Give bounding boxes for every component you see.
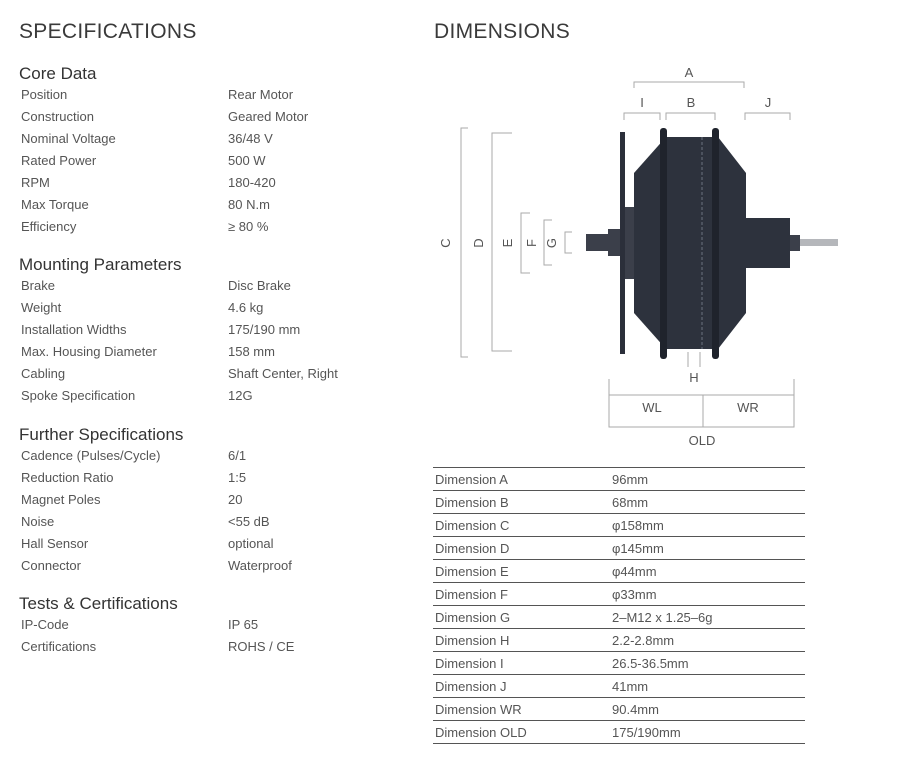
spec-value: 180-420 <box>228 175 276 190</box>
spec-label: IP-Code <box>21 617 69 632</box>
table-row <box>433 468 805 491</box>
dimension-a-bracket <box>634 82 744 88</box>
spec-value: 4.6 kg <box>228 300 264 315</box>
spec-row <box>21 153 401 175</box>
dimension-b-bracket <box>666 113 715 120</box>
label-wl: WL <box>642 400 662 415</box>
spec-row <box>21 175 401 197</box>
spec-row <box>21 109 401 131</box>
dimension-value: 2.2-2.8mm <box>610 629 805 652</box>
dimension-value: 26.5-36.5mm <box>610 652 805 675</box>
dimension-value: φ33mm <box>610 583 805 606</box>
table-row <box>433 583 805 606</box>
dimension-value: φ158mm <box>610 514 805 537</box>
spec-row <box>21 639 401 661</box>
spec-value: 1:5 <box>228 470 247 485</box>
table-row <box>433 606 805 629</box>
specifications-heading: SPECIFICATIONS <box>19 20 197 43</box>
dimension-value: φ44mm <box>610 560 805 583</box>
dimension-label: Dimension C <box>433 514 610 537</box>
spec-row <box>21 448 401 470</box>
spec-label: Cabling <box>21 366 66 381</box>
spec-label: Max. Housing Diameter <box>21 344 157 359</box>
spec-label: Efficiency <box>21 219 77 234</box>
spec-row <box>21 278 401 300</box>
spec-value: Waterproof <box>228 558 292 573</box>
table-row <box>433 491 805 514</box>
spec-row <box>21 131 401 153</box>
spec-value: ≥ 80 % <box>228 219 269 234</box>
spec-label: Magnet Poles <box>21 492 101 507</box>
dimension-value: 2–M12 x 1.25–6g <box>610 606 805 629</box>
spec-row <box>21 388 401 410</box>
label-h: H <box>689 370 699 385</box>
dimensions-table <box>433 467 805 744</box>
label-wr: WR <box>737 400 759 415</box>
label-c: C <box>438 238 453 248</box>
dimension-label: Dimension H <box>433 629 610 652</box>
table-row <box>433 537 805 560</box>
spec-row <box>21 617 401 639</box>
table-row <box>433 721 805 744</box>
spec-value: 12G <box>228 388 253 403</box>
dimension-label: Dimension B <box>433 491 610 514</box>
spec-row <box>21 300 401 322</box>
dimension-label: Dimension F <box>433 583 610 606</box>
right-axle <box>800 239 838 246</box>
spec-row <box>21 514 401 536</box>
spec-value: Shaft Center, Right <box>228 366 338 381</box>
dimension-i-bracket <box>624 113 660 120</box>
label-old: OLD <box>688 433 716 448</box>
dimension-label: Dimension I <box>433 652 610 675</box>
spec-label: Rated Power <box>21 153 97 168</box>
spec-label: Construction <box>21 109 94 124</box>
spec-label: Connector <box>21 558 81 573</box>
spec-row <box>21 197 401 219</box>
spec-value: Rear Motor <box>228 87 294 102</box>
spec-row <box>21 219 401 241</box>
dimension-value: 68mm <box>610 491 805 514</box>
spec-value: Geared Motor <box>228 109 309 124</box>
dimension-label: Dimension A <box>433 468 610 491</box>
spec-value: 20 <box>228 492 243 507</box>
disc-brake <box>620 132 625 354</box>
dimension-value: 41mm <box>610 675 805 698</box>
spec-value: 158 mm <box>228 344 275 359</box>
spec-value: ROHS / CE <box>228 639 295 654</box>
left-flange <box>660 128 667 359</box>
table-row <box>433 560 805 583</box>
spec-value: IP 65 <box>228 617 259 632</box>
dimension-h-marks <box>688 352 700 367</box>
spec-label: Brake <box>21 278 55 293</box>
dimension-value: 175/190mm <box>610 721 805 744</box>
label-j: J <box>764 95 772 110</box>
spec-value: optional <box>228 536 274 551</box>
dimension-value: 90.4mm <box>610 698 805 721</box>
dimension-old-box <box>609 379 794 427</box>
spec-value: 36/48 V <box>228 131 273 146</box>
right-flange <box>712 128 719 359</box>
spec-row <box>21 470 401 492</box>
right-bearing <box>746 218 790 268</box>
section-title-further-specifications: Further Specifications <box>19 425 184 444</box>
spec-label: Position <box>21 87 68 102</box>
table-row <box>433 629 805 652</box>
spec-value: 500 W <box>228 153 266 168</box>
dimension-g-bracket <box>565 232 572 253</box>
spec-value: <55 dB <box>228 514 270 529</box>
table-row <box>433 698 805 721</box>
dimension-label: Dimension OLD <box>433 721 610 744</box>
motor-housing <box>634 137 746 349</box>
section-title-mounting-parameters: Mounting Parameters <box>19 255 182 274</box>
table-row <box>433 514 805 537</box>
spec-label: Hall Sensor <box>21 536 89 551</box>
right-nut <box>790 235 800 251</box>
dimension-j-bracket <box>745 113 790 120</box>
table-row <box>433 675 805 698</box>
label-b: B <box>686 95 696 110</box>
dimension-label: Dimension E <box>433 560 610 583</box>
label-e: E <box>500 238 515 248</box>
spec-label: RPM <box>21 175 50 190</box>
spec-row <box>21 536 401 558</box>
dimension-c-bracket <box>461 128 468 357</box>
spec-label: Certifications <box>21 639 97 654</box>
spec-value: Disc Brake <box>228 278 291 293</box>
disc-hub <box>625 207 634 279</box>
spec-row <box>21 344 401 366</box>
left-nut <box>608 229 620 256</box>
spec-label: Reduction Ratio <box>21 470 114 485</box>
label-d: D <box>471 238 486 248</box>
spec-label: Weight <box>21 300 62 315</box>
dimension-label: Dimension J <box>433 675 610 698</box>
dimension-value: 96mm <box>610 468 805 491</box>
section-title-core-data: Core Data <box>19 64 97 83</box>
hub-motor-diagram <box>430 55 850 455</box>
spec-row <box>21 87 401 109</box>
spec-label: Spoke Specification <box>21 388 136 403</box>
spec-row <box>21 492 401 514</box>
spec-row <box>21 322 401 344</box>
dimension-value: φ145mm <box>610 537 805 560</box>
dimension-label: Dimension WR <box>433 698 610 721</box>
label-a: A <box>684 65 694 80</box>
label-f: F <box>524 239 539 247</box>
spec-row <box>21 558 401 580</box>
dimension-label: Dimension G <box>433 606 610 629</box>
spec-value: 175/190 mm <box>228 322 301 337</box>
motor-body <box>586 128 838 359</box>
spec-label: Max Torque <box>21 197 89 212</box>
spec-label: Cadence (Pulses/Cycle) <box>21 448 161 463</box>
spec-label: Noise <box>21 514 55 529</box>
section-title-tests-certifications: Tests & Certifications <box>19 594 178 613</box>
table-row <box>433 652 805 675</box>
spec-value: 6/1 <box>228 448 247 463</box>
spec-row <box>21 366 401 388</box>
spec-label: Nominal Voltage <box>21 131 116 146</box>
dimensions-heading: DIMENSIONS <box>434 20 571 43</box>
label-g: G <box>544 237 559 249</box>
spec-value: 80 N.m <box>228 197 270 212</box>
spec-label: Installation Widths <box>21 322 127 337</box>
dimension-label: Dimension D <box>433 537 610 560</box>
label-i: I <box>640 95 644 110</box>
